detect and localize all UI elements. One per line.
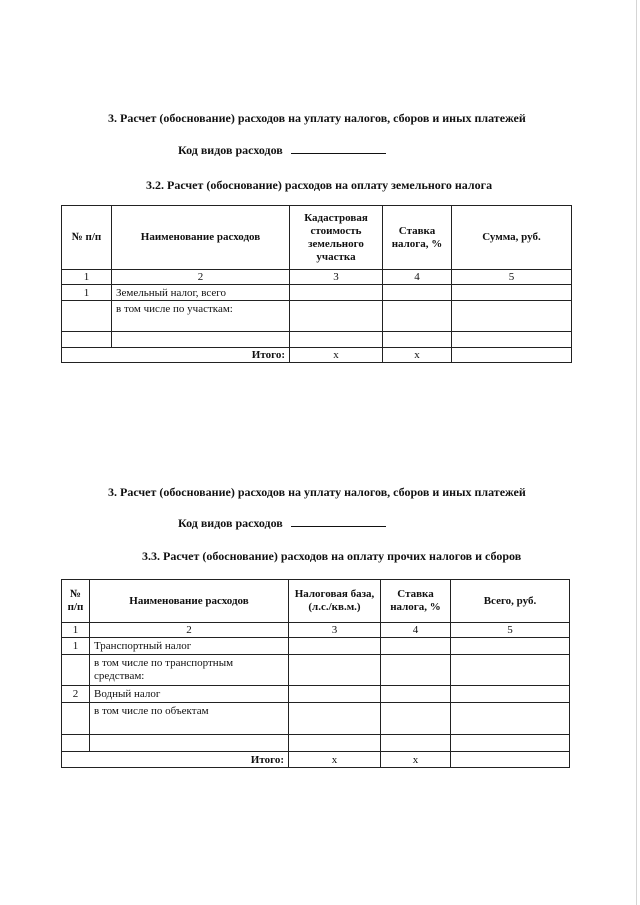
value-cell[interactable] <box>289 703 381 735</box>
table-row <box>62 703 570 735</box>
section2-subheading: 3.3. Расчет (обоснование) расходов на оплату прочих налогов и сборов <box>142 549 522 563</box>
total-cell: x <box>381 752 451 768</box>
section2-code-field[interactable] <box>291 516 386 527</box>
value-cell[interactable] <box>290 301 383 332</box>
total-sum-cell[interactable] <box>451 752 570 768</box>
expense-name-cell: Земельный налог, всего <box>112 285 290 301</box>
row-number-cell: 1 <box>62 285 112 301</box>
column-number-cell: 2 <box>90 623 289 638</box>
table-header-row <box>62 580 570 623</box>
row-number-cell <box>62 332 112 348</box>
column-number-cell: 3 <box>290 270 383 285</box>
value-cell[interactable] <box>451 686 570 703</box>
value-cell[interactable] <box>289 655 381 686</box>
expense-name-cell: в том числе по транспортным средствам: <box>90 655 289 686</box>
column-number-cell: 5 <box>451 623 570 638</box>
value-cell[interactable] <box>451 655 570 686</box>
expense-name-cell[interactable] <box>90 735 289 752</box>
header-cell: Ставка налога, % <box>383 206 452 270</box>
row-number-cell <box>62 655 90 686</box>
column-number-cell: 5 <box>452 270 572 285</box>
table-row <box>62 285 572 301</box>
table-row <box>62 655 570 686</box>
value-cell[interactable] <box>381 703 451 735</box>
total-label: Итого: <box>62 348 290 363</box>
table-row <box>62 735 570 752</box>
row-number-cell <box>62 301 112 332</box>
value-cell[interactable] <box>381 655 451 686</box>
total-row <box>62 348 572 363</box>
row-number-cell: 1 <box>62 638 90 655</box>
table-row <box>62 301 572 332</box>
section1-code-label: Код видов расходов <box>178 143 283 157</box>
value-cell[interactable] <box>383 285 452 301</box>
table-row <box>62 638 570 655</box>
column-number-cell: 1 <box>62 270 112 285</box>
row-number-cell <box>62 703 90 735</box>
value-cell[interactable] <box>381 735 451 752</box>
total-label: Итого: <box>62 752 289 768</box>
table-header-row <box>62 206 572 270</box>
value-cell[interactable] <box>383 332 452 348</box>
value-cell[interactable] <box>452 332 572 348</box>
header-cell: № п/п <box>62 206 112 270</box>
scan-edge-line <box>636 0 637 905</box>
header-cell: Наименование расходов <box>90 580 289 623</box>
column-number-row <box>62 623 570 638</box>
header-cell: Налоговая база, (л.с./кв.м.) <box>289 580 381 623</box>
column-number-cell: 4 <box>381 623 451 638</box>
value-cell[interactable] <box>290 285 383 301</box>
section1-heading: 3. Расчет (обоснование) расходов на уплату налогов, сборов и иных платежей <box>108 111 526 125</box>
column-number-cell: 2 <box>112 270 290 285</box>
value-cell[interactable] <box>381 638 451 655</box>
column-number-row <box>62 270 572 285</box>
header-cell: Ставка налога, % <box>381 580 451 623</box>
total-cell: x <box>290 348 383 363</box>
value-cell[interactable] <box>452 285 572 301</box>
value-cell[interactable] <box>290 332 383 348</box>
value-cell[interactable] <box>289 735 381 752</box>
column-number-cell: 4 <box>383 270 452 285</box>
section2-code-row <box>178 516 386 531</box>
row-number-cell <box>62 735 90 752</box>
table-row <box>62 332 572 348</box>
total-cell: x <box>383 348 452 363</box>
section1-code-row <box>178 143 386 158</box>
header-cell: Сумма, руб. <box>452 206 572 270</box>
header-cell: Наименование расходов <box>112 206 290 270</box>
expense-name-cell[interactable] <box>112 332 290 348</box>
value-cell[interactable] <box>289 686 381 703</box>
value-cell[interactable] <box>451 638 570 655</box>
expense-name-cell: в том числе по участкам: <box>112 301 290 332</box>
other-taxes-table <box>61 579 570 768</box>
section1-subheading: 3.2. Расчет (обоснование) расходов на оплату земельного налога <box>146 178 493 192</box>
column-number-cell: 1 <box>62 623 90 638</box>
row-number-cell: 2 <box>62 686 90 703</box>
header-cell: Всего, руб. <box>451 580 570 623</box>
value-cell[interactable] <box>383 301 452 332</box>
value-cell[interactable] <box>451 735 570 752</box>
value-cell[interactable] <box>452 301 572 332</box>
expense-name-cell: Водный налог <box>90 686 289 703</box>
expense-name-cell: в том числе по объектам <box>90 703 289 735</box>
value-cell[interactable] <box>289 638 381 655</box>
section2-heading: 3. Расчет (обоснование) расходов на уплату налогов, сборов и иных платежей <box>108 485 526 499</box>
table-row <box>62 686 570 703</box>
header-cell: Кадастровая стоимость земельного участка <box>290 206 383 270</box>
column-number-cell: 3 <box>289 623 381 638</box>
land-tax-table <box>61 205 572 363</box>
header-cell: № п/п <box>62 580 90 623</box>
total-sum-cell[interactable] <box>452 348 572 363</box>
value-cell[interactable] <box>381 686 451 703</box>
expense-name-cell: Транспортный налог <box>90 638 289 655</box>
value-cell[interactable] <box>451 703 570 735</box>
total-cell: x <box>289 752 381 768</box>
section1-code-field[interactable] <box>291 143 386 154</box>
total-row <box>62 752 570 768</box>
section2-code-label: Код видов расходов <box>178 516 283 530</box>
